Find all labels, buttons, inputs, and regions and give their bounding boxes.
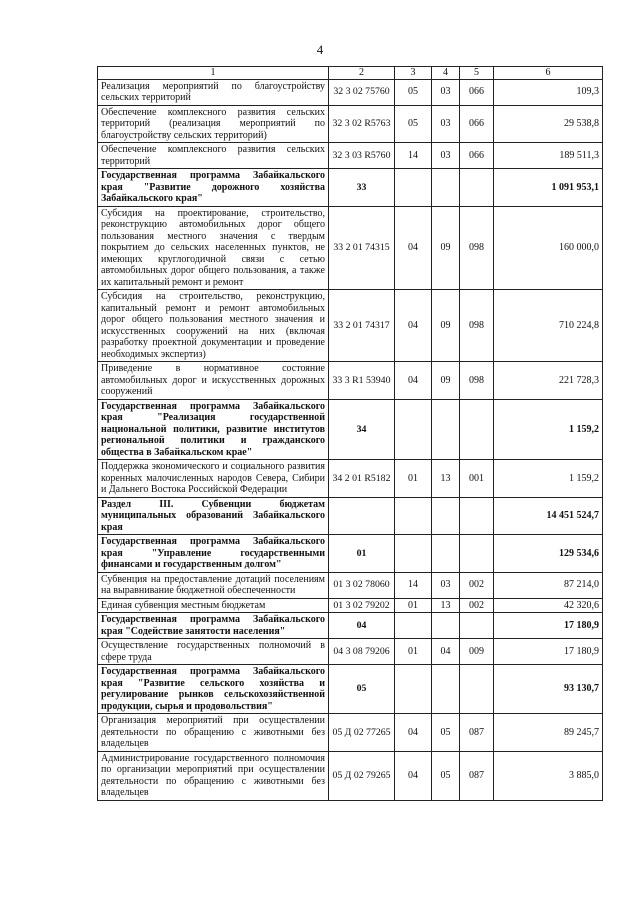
row-name-cell: Обеспечение комплексного развития сельских территорий (реализация мероприятий по благоустройству сельских территорий) — [98, 105, 329, 143]
row-name-cell: Единая субвенция местным бюджетам — [98, 598, 329, 613]
row-name-cell: Субсидия на проектирование, строительство, реконструкцию автомобильных дорог общего пользования местного значения с твердым покрытием до сельских населенных пунктов, не имеющих круглогодичной связи с сетью автомобильных дорог общего пользования, а также их капитальный ремонт и ремонт — [98, 206, 329, 290]
row-grbs-cell: 098 — [460, 362, 494, 400]
row-grbs-cell — [460, 613, 494, 639]
row-section-cell — [395, 613, 432, 639]
row-sum-cell: 221 728,3 — [494, 362, 603, 400]
row-code-cell: 04 3 08 79206 — [329, 639, 395, 665]
row-name-cell: Обеспечение комплексного развития сельских территорий — [98, 143, 329, 169]
table-row — [98, 206, 603, 290]
page-number: 4 — [316, 42, 324, 57]
row-code-cell: 32 3 03 R5760 — [329, 143, 395, 169]
row-subsection-cell — [432, 497, 460, 535]
table-row — [98, 665, 603, 714]
row-name-cell: Раздел III. Субвенции бюджетам муниципальных образований Забайкальского края — [98, 497, 329, 535]
row-sum-cell: 109,3 — [494, 79, 603, 105]
row-sum-cell: 1 159,2 — [494, 399, 603, 460]
row-code-cell: 01 — [329, 535, 395, 573]
row-section-cell: 04 — [395, 714, 432, 752]
row-subsection-cell — [432, 613, 460, 639]
column-header: 2 — [329, 67, 395, 80]
row-name-cell: Государственная программа Забайкальского края "Управление государственными финансами и государственным долгом" — [98, 535, 329, 573]
row-section-cell — [395, 399, 432, 460]
row-sum-cell: 29 538,8 — [494, 105, 603, 143]
row-code-cell: 33 — [329, 169, 395, 207]
row-sum-cell: 17 180,9 — [494, 613, 603, 639]
row-grbs-cell — [460, 535, 494, 573]
table-row — [98, 290, 603, 362]
table-row — [98, 613, 603, 639]
row-sum-cell: 42 320,6 — [494, 598, 603, 613]
row-subsection-cell — [432, 169, 460, 207]
row-code-cell: 34 — [329, 399, 395, 460]
row-name-cell: Субвенция на предоставление дотаций поселениям на выравнивание бюджетной обеспеченности — [98, 572, 329, 598]
row-subsection-cell: 05 — [432, 751, 460, 800]
row-grbs-cell: 009 — [460, 639, 494, 665]
row-section-cell: 04 — [395, 362, 432, 400]
row-code-cell: 34 2 01 R5182 — [329, 460, 395, 498]
row-section-cell: 01 — [395, 639, 432, 665]
row-subsection-cell — [432, 665, 460, 714]
row-name-cell: Осуществление государственных полномочий в сфере труда — [98, 639, 329, 665]
row-name-cell: Организация мероприятий при осуществлении деятельности по обращению с животными без владельцев — [98, 714, 329, 752]
column-header: 4 — [432, 67, 460, 80]
table-row — [98, 105, 603, 143]
row-code-cell: 33 2 01 74317 — [329, 290, 395, 362]
row-section-cell — [395, 497, 432, 535]
row-code-cell: 04 — [329, 613, 395, 639]
row-subsection-cell: 03 — [432, 143, 460, 169]
row-sum-cell: 3 885,0 — [494, 751, 603, 800]
table-row — [98, 714, 603, 752]
row-subsection-cell — [432, 535, 460, 573]
row-subsection-cell: 04 — [432, 639, 460, 665]
row-subsection-cell: 09 — [432, 290, 460, 362]
table-row — [98, 639, 603, 665]
budget-table — [97, 66, 603, 801]
row-name-cell: Государственная программа Забайкальского края "Реализация государственной национальной политики, развитие институтов региональной политики и гражданского общества в Забайкальском крае" — [98, 399, 329, 460]
row-subsection-cell: 03 — [432, 79, 460, 105]
row-code-cell: 01 3 02 79202 — [329, 598, 395, 613]
row-sum-cell: 160 000,0 — [494, 206, 603, 290]
row-grbs-cell — [460, 497, 494, 535]
row-name-cell: Реализация мероприятий по благоустройству сельских территорий — [98, 79, 329, 105]
row-grbs-cell — [460, 399, 494, 460]
row-subsection-cell: 03 — [432, 105, 460, 143]
table-row — [98, 598, 603, 613]
row-grbs-cell: 098 — [460, 290, 494, 362]
row-section-cell: 04 — [395, 290, 432, 362]
row-subsection-cell — [432, 399, 460, 460]
row-sum-cell: 89 245,7 — [494, 714, 603, 752]
row-code-cell: 05 Д 02 77265 — [329, 714, 395, 752]
row-code-cell: 05 Д 02 79265 — [329, 751, 395, 800]
row-subsection-cell: 13 — [432, 598, 460, 613]
table-row — [98, 362, 603, 400]
row-sum-cell: 17 180,9 — [494, 639, 603, 665]
row-grbs-cell: 002 — [460, 572, 494, 598]
row-section-cell: 01 — [395, 598, 432, 613]
row-grbs-cell: 087 — [460, 751, 494, 800]
row-name-cell: Поддержка экономического и социального развития коренных малочисленных народов Севера, Сибири и Дальнего Востока Российской Федерации — [98, 460, 329, 498]
column-header: 1 — [98, 67, 329, 80]
column-header: 3 — [395, 67, 432, 80]
row-section-cell: 14 — [395, 143, 432, 169]
row-section-cell — [395, 169, 432, 207]
table-row — [98, 497, 603, 535]
row-name-cell: Государственная программа Забайкальского края "Развитие дорожного хозяйства Забайкальского края" — [98, 169, 329, 207]
row-sum-cell: 14 451 524,7 — [494, 497, 603, 535]
row-section-cell — [395, 665, 432, 714]
row-code-cell — [329, 497, 395, 535]
row-section-cell: 05 — [395, 79, 432, 105]
table-row — [98, 399, 603, 460]
row-grbs-cell: 066 — [460, 105, 494, 143]
row-section-cell: 04 — [395, 206, 432, 290]
row-grbs-cell: 066 — [460, 79, 494, 105]
row-code-cell: 01 3 02 78060 — [329, 572, 395, 598]
row-sum-cell: 1 159,2 — [494, 460, 603, 498]
column-header: 6 — [494, 67, 603, 80]
row-sum-cell: 189 511,3 — [494, 143, 603, 169]
row-sum-cell: 87 214,0 — [494, 572, 603, 598]
row-grbs-cell: 002 — [460, 598, 494, 613]
row-code-cell: 05 — [329, 665, 395, 714]
row-name-cell: Администрирование государственного полномочия по организации мероприятий при осуществлении деятельности по обращению с животными без владельцев — [98, 751, 329, 800]
table-header-row — [98, 67, 603, 80]
row-grbs-cell — [460, 665, 494, 714]
row-subsection-cell: 13 — [432, 460, 460, 498]
row-section-cell — [395, 535, 432, 573]
row-section-cell: 14 — [395, 572, 432, 598]
row-sum-cell: 710 224,8 — [494, 290, 603, 362]
row-section-cell: 04 — [395, 751, 432, 800]
table-row — [98, 143, 603, 169]
row-name-cell: Государственная программа Забайкальского края "Развитие сельского хозяйства и регулирование рынков сельскохозяйственной продукции, сырья и продовольствия" — [98, 665, 329, 714]
row-code-cell: 33 3 R1 53940 — [329, 362, 395, 400]
table-row — [98, 460, 603, 498]
table-row — [98, 535, 603, 573]
row-grbs-cell: 098 — [460, 206, 494, 290]
row-subsection-cell: 09 — [432, 206, 460, 290]
column-header: 5 — [460, 67, 494, 80]
row-subsection-cell: 03 — [432, 572, 460, 598]
row-name-cell: Субсидия на строительство, реконструкцию, капитальный ремонт и ремонт автомобильных дорог общего пользования местного значения и искусственных сооружений на них (включая разработку проектной документации и проведение необходимых экспертиз) — [98, 290, 329, 362]
row-code-cell: 32 3 02 75760 — [329, 79, 395, 105]
row-section-cell: 01 — [395, 460, 432, 498]
table-row — [98, 572, 603, 598]
row-sum-cell: 93 130,7 — [494, 665, 603, 714]
row-grbs-cell: 066 — [460, 143, 494, 169]
row-grbs-cell: 087 — [460, 714, 494, 752]
row-code-cell: 33 2 01 74315 — [329, 206, 395, 290]
row-name-cell: Государственная программа Забайкальского края "Содействие занятости населения" — [98, 613, 329, 639]
row-name-cell: Приведение в нормативное состояние автомобильных дорог и искусственных дорожных сооружений — [98, 362, 329, 400]
row-subsection-cell: 05 — [432, 714, 460, 752]
row-code-cell: 32 3 02 R5763 — [329, 105, 395, 143]
row-grbs-cell: 001 — [460, 460, 494, 498]
row-subsection-cell: 09 — [432, 362, 460, 400]
table-row — [98, 79, 603, 105]
row-sum-cell: 129 534,6 — [494, 535, 603, 573]
row-grbs-cell — [460, 169, 494, 207]
table-row — [98, 169, 603, 207]
row-section-cell: 05 — [395, 105, 432, 143]
row-sum-cell: 1 091 953,1 — [494, 169, 603, 207]
table-row — [98, 751, 603, 800]
